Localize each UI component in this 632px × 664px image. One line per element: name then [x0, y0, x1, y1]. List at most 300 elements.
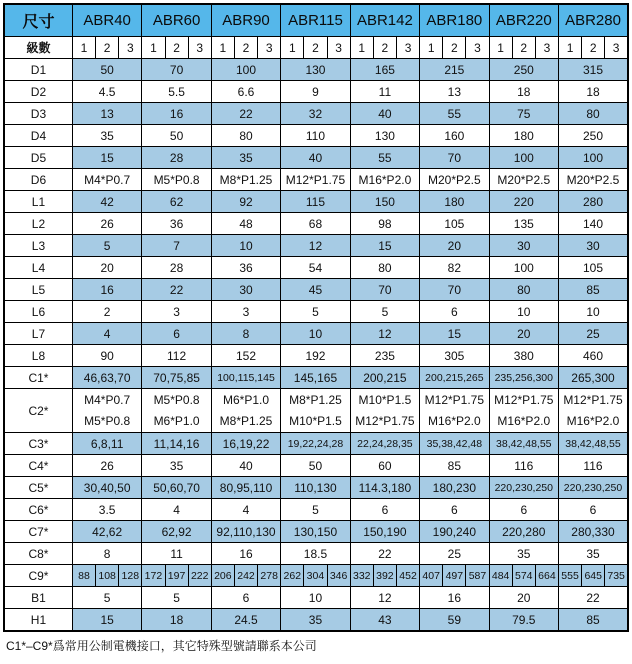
table-row-C7 — [4, 521, 628, 543]
value-cell: 130 — [281, 59, 350, 81]
row-label: C5* — [4, 477, 72, 499]
value-cell: 152 — [211, 345, 280, 367]
table-row-L4 — [4, 257, 628, 279]
value-cell: 10 — [559, 301, 629, 323]
value-cell: 100,115,145 — [211, 367, 280, 389]
row-label: D4 — [4, 125, 72, 147]
value-cell: 5 — [350, 301, 419, 323]
value-cell: 197 — [165, 565, 188, 587]
row-label: C8* — [4, 543, 72, 565]
table-row-L7 — [4, 323, 628, 345]
value-cell: 6 — [142, 323, 211, 345]
value-cell: 30,40,50 — [72, 477, 141, 499]
corner-header-dimension: 尺寸 — [4, 4, 72, 37]
value-cell: 92 — [211, 191, 280, 213]
value-cell: 304 — [304, 565, 327, 587]
value-cell: 75 — [489, 103, 558, 125]
value-cell: 79.5 — [489, 609, 558, 632]
value-cell: 40 — [211, 455, 280, 477]
value-cell: 555 — [559, 565, 582, 587]
value-cell: 12 — [350, 323, 419, 345]
value-cell: 2 — [72, 301, 141, 323]
value-cell: 407 — [420, 565, 443, 587]
value-cell: 54 — [281, 257, 350, 279]
row-label: B1 — [4, 587, 72, 609]
value-line: M12*P1.75 — [563, 392, 623, 407]
value-cell: 6.6 — [211, 81, 280, 103]
table-row-L6 — [4, 301, 628, 323]
value-line: M12*P1.75 — [494, 392, 554, 407]
value-cell: 20 — [72, 257, 141, 279]
value-cell: 98 — [350, 213, 419, 235]
value-cell: 5.5 — [142, 81, 211, 103]
value-cell: 48 — [211, 213, 280, 235]
table-row-D5 — [4, 147, 628, 169]
value-cell: 55 — [420, 103, 489, 125]
value-cell: 42,62 — [72, 521, 141, 543]
value-cell: 280,330 — [559, 521, 629, 543]
table-row-L1 — [4, 191, 628, 213]
value-cell: 587 — [466, 565, 489, 587]
value-cell: 222 — [188, 565, 211, 587]
value-cell: 19,22,24,28 — [281, 433, 350, 455]
value-cell: 9 — [281, 81, 350, 103]
value-cell — [559, 389, 629, 433]
value-cell: 108 — [96, 565, 119, 587]
value-line: M10*P1.5 — [289, 413, 342, 428]
table-row-C3 — [4, 433, 628, 455]
value-cell: 50 — [281, 455, 350, 477]
stage-cell: 1 — [72, 37, 95, 59]
value-cell: 22,24,28,35 — [350, 433, 419, 455]
value-cell: M12*P1.75 — [281, 169, 350, 191]
value-cell: 160 — [420, 125, 489, 147]
value-cell: 3 — [211, 301, 280, 323]
row-label: L3 — [4, 235, 72, 257]
value-cell: 110 — [281, 125, 350, 147]
value-cell: 24.5 — [211, 609, 280, 632]
value-cell: 70 — [420, 147, 489, 169]
value-cell: 35 — [559, 543, 629, 565]
value-cell: 55 — [350, 147, 419, 169]
table-row-L2 — [4, 213, 628, 235]
value-cell: 36 — [142, 213, 211, 235]
value-cell: 80 — [559, 103, 629, 125]
value-cell: 220,230,250 — [559, 477, 629, 499]
stage-cell: 3 — [327, 37, 350, 59]
value-cell: 315 — [559, 59, 629, 81]
stage-cell: 3 — [396, 37, 419, 59]
value-cell: 10 — [281, 587, 350, 609]
table-row-D2 — [4, 81, 628, 103]
stage-cell: 2 — [96, 37, 119, 59]
stage-cell: 2 — [512, 37, 535, 59]
value-cell: 112 — [142, 345, 211, 367]
value-cell: 28 — [142, 147, 211, 169]
value-cell: 35 — [142, 455, 211, 477]
value-line: M8*P1.25 — [289, 392, 342, 407]
model-header-abr220: ABR220 — [489, 4, 558, 37]
value-cell: 80 — [211, 125, 280, 147]
value-cell: 80 — [350, 257, 419, 279]
value-cell: 45 — [281, 279, 350, 301]
value-cell: 50 — [72, 59, 141, 81]
value-cell: 380 — [489, 345, 558, 367]
row-label: C7* — [4, 521, 72, 543]
value-cell — [489, 389, 558, 433]
stage-cell: 2 — [373, 37, 396, 59]
stage-cell: 1 — [350, 37, 373, 59]
stage-cell: 2 — [165, 37, 188, 59]
value-cell: 3 — [142, 301, 211, 323]
value-cell: 116 — [559, 455, 629, 477]
value-cell: 100 — [559, 147, 629, 169]
stage-cell: 3 — [605, 37, 628, 59]
value-cell: 35 — [489, 543, 558, 565]
value-cell: 80 — [489, 279, 558, 301]
value-cell: 62,92 — [142, 521, 211, 543]
value-cell: 6 — [420, 301, 489, 323]
value-cell: M20*P2.5 — [489, 169, 558, 191]
table-row-D3 — [4, 103, 628, 125]
value-cell: 105 — [559, 257, 629, 279]
value-cell: 735 — [605, 565, 628, 587]
value-cell: 497 — [443, 565, 466, 587]
value-cell: 12 — [281, 235, 350, 257]
value-line: M5*P0.8 — [84, 413, 131, 428]
row-label: L4 — [4, 257, 72, 279]
value-cell: 100 — [211, 59, 280, 81]
value-line: M12*P1.75 — [424, 392, 485, 407]
row-label: C1* — [4, 367, 72, 389]
stage-cell: 1 — [142, 37, 165, 59]
value-cell: 43 — [350, 609, 419, 632]
stage-cell: 1 — [489, 37, 512, 59]
value-cell: 35 — [72, 125, 141, 147]
value-cell — [211, 389, 280, 433]
value-cell: 28 — [142, 257, 211, 279]
row-label: L1 — [4, 191, 72, 213]
model-header-abr180: ABR180 — [420, 4, 489, 37]
row-label: C6* — [4, 499, 72, 521]
value-cell: 5 — [142, 587, 211, 609]
value-cell: 70 — [142, 59, 211, 81]
stage-cell: 2 — [443, 37, 466, 59]
row-label: D1 — [4, 59, 72, 81]
row-label: L6 — [4, 301, 72, 323]
value-cell: 5 — [281, 301, 350, 323]
table-row-C1 — [4, 367, 628, 389]
value-cell: 150 — [350, 191, 419, 213]
value-cell: 130,150 — [281, 521, 350, 543]
value-cell: 30 — [211, 279, 280, 301]
table-row-D4 — [4, 125, 628, 147]
value-cell: 6,8,11 — [72, 433, 141, 455]
value-cell: 135 — [489, 213, 558, 235]
row-label: D5 — [4, 147, 72, 169]
table-row-H1 — [4, 609, 628, 632]
value-cell: 42 — [72, 191, 141, 213]
value-cell: 6 — [489, 499, 558, 521]
value-cell: 192 — [281, 345, 350, 367]
value-cell: 115 — [281, 191, 350, 213]
model-header-abr280: ABR280 — [559, 4, 629, 37]
value-cell: 35 — [281, 609, 350, 632]
value-cell: 114.3,180 — [350, 477, 419, 499]
value-cell: M5*P0.8 — [142, 169, 211, 191]
model-header-abr142: ABR142 — [350, 4, 419, 37]
value-cell: 16 — [72, 279, 141, 301]
value-cell: 110,130 — [281, 477, 350, 499]
value-cell: 12 — [350, 587, 419, 609]
value-cell: 18.5 — [281, 543, 350, 565]
value-cell: 11 — [142, 543, 211, 565]
table-row-D6 — [4, 169, 628, 191]
stage-cell: 3 — [188, 37, 211, 59]
table-row-C2 — [4, 389, 628, 433]
row-label: L7 — [4, 323, 72, 345]
value-line: M5*P0.8 — [153, 392, 200, 407]
table-row-B1 — [4, 587, 628, 609]
value-cell: 16,19,22 — [211, 433, 280, 455]
value-cell: 165 — [350, 59, 419, 81]
value-cell: 20 — [420, 235, 489, 257]
value-cell — [281, 389, 350, 433]
value-cell: 90 — [72, 345, 141, 367]
table-row-L3 — [4, 235, 628, 257]
value-cell: 8 — [211, 323, 280, 345]
value-cell: 3.5 — [72, 499, 141, 521]
value-cell: 70,75,85 — [142, 367, 211, 389]
table-row-C8 — [4, 543, 628, 565]
value-cell: 20 — [489, 323, 558, 345]
value-cell: 7 — [142, 235, 211, 257]
stage-cell: 2 — [234, 37, 257, 59]
value-cell: 82 — [420, 257, 489, 279]
value-cell: M4*P0.7 — [72, 169, 141, 191]
value-cell: 645 — [582, 565, 605, 587]
table-row-L5 — [4, 279, 628, 301]
stage-row-label: 級數 — [4, 37, 72, 59]
value-line: M4*P0.7 — [84, 392, 131, 407]
value-cell: 18 — [142, 609, 211, 632]
value-cell: 4.5 — [72, 81, 141, 103]
value-cell: 6 — [420, 499, 489, 521]
value-cell: 5 — [72, 587, 141, 609]
value-cell: 130 — [350, 125, 419, 147]
table-row-C6 — [4, 499, 628, 521]
value-cell: 460 — [559, 345, 629, 367]
value-cell: M16*P2.0 — [350, 169, 419, 191]
value-cell: 18 — [489, 81, 558, 103]
value-cell: 278 — [258, 565, 281, 587]
row-label: L2 — [4, 213, 72, 235]
stage-cell: 1 — [420, 37, 443, 59]
value-cell: 35,38,42,48 — [420, 433, 489, 455]
value-cell: 68 — [281, 213, 350, 235]
value-cell: 26 — [72, 213, 141, 235]
value-cell: 15 — [350, 235, 419, 257]
model-header-abr60: ABR60 — [142, 4, 211, 37]
stage-cell: 1 — [559, 37, 582, 59]
model-header-abr40: ABR40 — [72, 4, 141, 37]
value-cell: 4 — [72, 323, 141, 345]
value-cell: 60 — [350, 455, 419, 477]
stage-cell: 3 — [535, 37, 558, 59]
value-line: M8*P1.25 — [219, 413, 273, 428]
value-line: M16*P2.0 — [497, 413, 551, 428]
model-header-abr90: ABR90 — [211, 4, 280, 37]
row-label: H1 — [4, 609, 72, 632]
value-cell: 140 — [559, 213, 629, 235]
value-cell: 38,42,48,55 — [559, 433, 629, 455]
value-cell: 11,14,16 — [142, 433, 211, 455]
value-cell: 40 — [281, 147, 350, 169]
value-cell: 50,60,70 — [142, 477, 211, 499]
value-cell: 26 — [72, 455, 141, 477]
value-cell: 40 — [350, 103, 419, 125]
value-cell: 4 — [142, 499, 211, 521]
value-cell: 20 — [489, 587, 558, 609]
value-cell: 180 — [420, 191, 489, 213]
value-cell: 15 — [420, 323, 489, 345]
stage-cell: 2 — [582, 37, 605, 59]
value-cell — [72, 389, 141, 433]
value-cell: 30 — [559, 235, 629, 257]
value-line: M12*P1.75 — [355, 413, 415, 428]
value-cell: 262 — [281, 565, 304, 587]
value-line: M16*P2.0 — [566, 413, 620, 428]
stage-cell: 1 — [211, 37, 234, 59]
value-cell: 220,230,250 — [489, 477, 558, 499]
value-cell: 70 — [350, 279, 419, 301]
stage-cell: 3 — [258, 37, 281, 59]
row-label: C3* — [4, 433, 72, 455]
value-cell — [142, 389, 211, 433]
value-cell: 200,215,265 — [420, 367, 489, 389]
value-cell: 30 — [489, 235, 558, 257]
value-cell: 15 — [72, 609, 141, 632]
value-cell: 62 — [142, 191, 211, 213]
value-cell: 190,240 — [420, 521, 489, 543]
value-cell: 59 — [420, 609, 489, 632]
value-cell: 38,42,48,55 — [489, 433, 558, 455]
value-cell: 50 — [142, 125, 211, 147]
table-row-D1 — [4, 59, 628, 81]
value-cell — [350, 389, 419, 433]
value-cell: 150,190 — [350, 521, 419, 543]
value-line: M6*P1.0 — [153, 413, 200, 428]
abr-dimension-table — [3, 3, 629, 632]
value-cell — [420, 389, 489, 433]
value-cell: 16 — [211, 543, 280, 565]
value-cell: 346 — [327, 565, 350, 587]
value-cell: 22 — [211, 103, 280, 125]
value-cell: 574 — [512, 565, 535, 587]
value-cell: 332 — [350, 565, 373, 587]
value-cell: 5 — [72, 235, 141, 257]
value-cell: 215 — [420, 59, 489, 81]
value-cell: 220 — [489, 191, 558, 213]
value-cell: 250 — [489, 59, 558, 81]
stage-cell: 1 — [281, 37, 304, 59]
value-cell: 265,300 — [559, 367, 629, 389]
row-label: D6 — [4, 169, 72, 191]
value-line: M10*P1.5 — [358, 392, 412, 407]
value-cell: M8*P1.25 — [211, 169, 280, 191]
value-cell: 6 — [211, 587, 280, 609]
table-row-C5 — [4, 477, 628, 499]
value-cell: 145,165 — [281, 367, 350, 389]
value-cell: 452 — [396, 565, 419, 587]
table-row-L8 — [4, 345, 628, 367]
value-cell: 10 — [489, 301, 558, 323]
value-cell: 484 — [489, 565, 512, 587]
value-cell: 100 — [489, 257, 558, 279]
value-cell: 206 — [211, 565, 234, 587]
value-cell: M20*P2.5 — [420, 169, 489, 191]
value-cell: 13 — [72, 103, 141, 125]
value-cell: 46,63,70 — [72, 367, 141, 389]
value-cell: 128 — [119, 565, 142, 587]
value-cell: 85 — [559, 279, 629, 301]
value-cell: 6 — [559, 499, 629, 521]
row-label: C2* — [4, 389, 72, 433]
value-cell: 242 — [234, 565, 257, 587]
stage-cell: 3 — [119, 37, 142, 59]
value-cell: 25 — [559, 323, 629, 345]
row-label: C9* — [4, 565, 72, 587]
row-label: C4* — [4, 455, 72, 477]
value-cell: 6 — [350, 499, 419, 521]
value-cell: 5 — [281, 499, 350, 521]
value-cell: 8 — [72, 543, 141, 565]
value-cell: 32 — [281, 103, 350, 125]
value-cell: 80,95,110 — [211, 477, 280, 499]
table-row-C9 — [4, 565, 628, 587]
value-cell: 250 — [559, 125, 629, 147]
value-cell: 280 — [559, 191, 629, 213]
value-cell: 16 — [420, 587, 489, 609]
value-line: M6*P1.0 — [223, 392, 270, 407]
value-cell: 172 — [142, 565, 165, 587]
value-cell: 22 — [142, 279, 211, 301]
footnote: C1*–C9*爲常用公制電機接口，其它特殊型號請聯系本公司 — [6, 639, 317, 653]
row-label: L8 — [4, 345, 72, 367]
table-row-C4 — [4, 455, 628, 477]
value-cell: 85 — [559, 609, 629, 632]
value-cell: 100 — [489, 147, 558, 169]
value-cell: M20*P2.5 — [559, 169, 629, 191]
value-cell: 105 — [420, 213, 489, 235]
value-cell: 664 — [535, 565, 558, 587]
value-cell: 11 — [350, 81, 419, 103]
value-cell: 15 — [72, 147, 141, 169]
value-cell: 25 — [420, 543, 489, 565]
value-cell: 92,110,130 — [211, 521, 280, 543]
value-cell: 392 — [373, 565, 396, 587]
value-cell: 22 — [559, 587, 629, 609]
value-cell: 10 — [211, 235, 280, 257]
value-cell: 35 — [211, 147, 280, 169]
value-cell: 36 — [211, 257, 280, 279]
value-cell: 18 — [559, 81, 629, 103]
value-cell: 85 — [420, 455, 489, 477]
value-cell: 88 — [72, 565, 95, 587]
value-cell: 200,215 — [350, 367, 419, 389]
value-cell: 180 — [489, 125, 558, 147]
model-header-abr115: ABR115 — [281, 4, 350, 37]
